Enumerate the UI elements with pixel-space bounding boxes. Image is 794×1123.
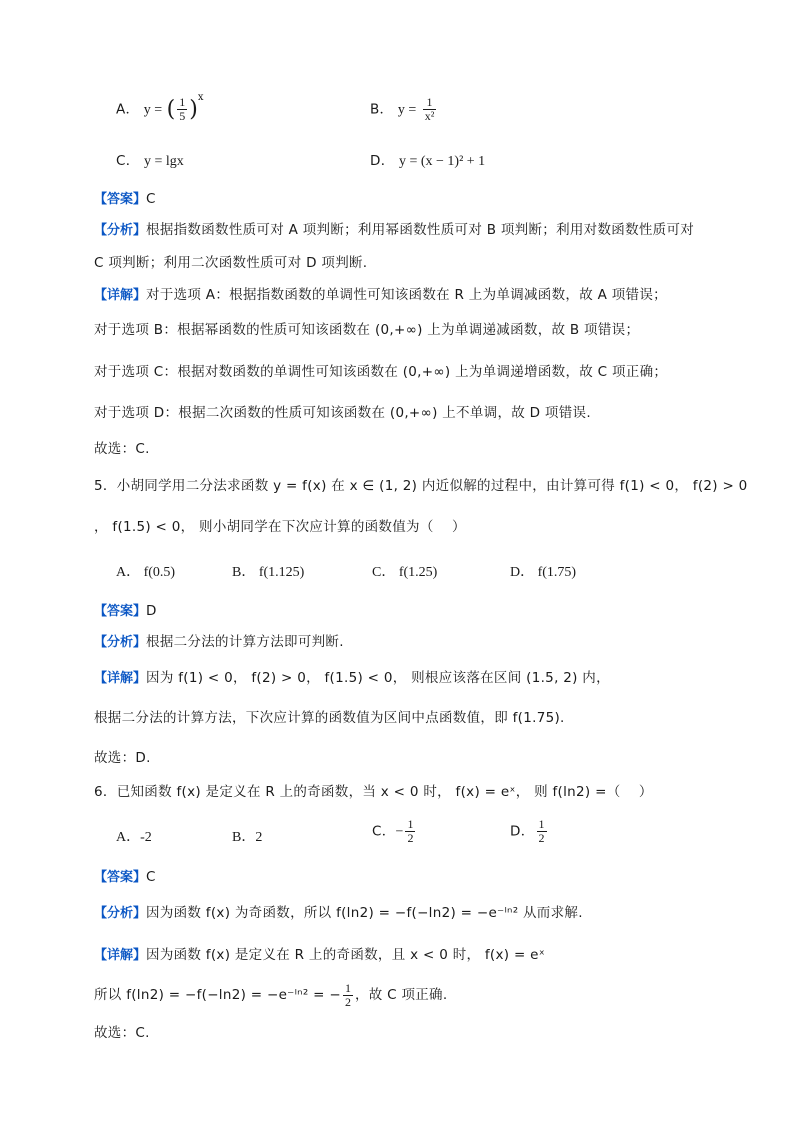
q4-option-d: D． y = (x − 1)² + 1 (370, 153, 486, 169)
q5-detail-b: 根据二分法的计算方法，下次应计算的函数值为区间中点函数值，即 f(1.75). (94, 710, 565, 726)
q4-conclusion: 故选：C. (94, 441, 150, 457)
q6-answer: 【答案】C (94, 869, 156, 885)
q5-option-a: A． f(0.5) (116, 565, 176, 580)
q5-answer: 【答案】D (94, 603, 157, 619)
q6-conclusion: 故选：C. (94, 1025, 150, 1041)
q5-analysis: 【分析】根据二分法的计算方法即可判断. (94, 634, 344, 650)
left-paren: ( (166, 97, 176, 122)
q4-option-a: A． y = ( $\frac{1}{5}$ )$^x$ (116, 91, 204, 123)
q5-option-c: C． f(1.25) (372, 565, 438, 580)
q5-option-d: D． f(1.75) (510, 565, 577, 580)
q6-analysis: 【分析】因为函数 f(x) 为奇函数，所以 f(ln2) = −f(−ln2) = −e⁻ˡⁿ² 从而求解. (94, 905, 583, 921)
q5-stem: 5．小胡同学用二分法求函数 y = f(x) 在 x ∈ (1, 2) 内近似解的过程中，由计算可得 f(1) < 0， f(2) > 0 (94, 478, 748, 494)
q5-stem-cont: ， f(1.5) < 0， 则小胡同学在下次应计算的函数值为（ ） (94, 519, 466, 535)
q6-detail: 【详解】因为函数 f(x) 是定义在 R 上的奇函数，且 x < 0 时， f(x) = eˣ (94, 947, 546, 963)
q4-option-b: B． y = $\frac{1}{\text{x²}}$ (370, 95, 435, 123)
right-paren: ) (189, 97, 198, 122)
q6-option-a: A．-2 (116, 830, 152, 845)
q5-option-b: B． f(1.125) (232, 565, 305, 580)
q6-stem: 6．已知函数 f(x) 是定义在 R 上的奇函数，当 x < 0 时， f(x) = eˣ， 则 f(ln2) =（ ） (94, 784, 653, 800)
q6-d-fraction: $\frac{1}{2}$ (538, 817, 545, 845)
q4-detail-d: 对于选项 D：根据二次函数的性质可知该函数在 (0,+∞) 上不单调，故 D 项错误. (94, 405, 591, 421)
q6-detail-fraction: $\frac{1}{2}$ (344, 980, 351, 1009)
q6-option-b: B．2 (232, 830, 263, 845)
q4-analysis-cont: C 项判断；利用二次函数性质可对 D 项判断. (94, 255, 368, 271)
q4-b-fraction: $\frac{1}{\text{x²}}$ (424, 95, 435, 123)
q4-analysis: 【分析】根据指数函数性质可对 A 项判断；利用幂函数性质可对 B 项判断；利用对数函数性质可对 (94, 222, 695, 238)
q4-option-c: C． y = lgx (116, 153, 184, 169)
q4-detail-c: 对于选项 C：根据对数函数的单调性可知该函数在 (0,+∞) 上为单调递增函数，故 C 项正确； (94, 364, 668, 380)
q4-detail-b: 对于选项 B：根据幂函数的性质可知该函数在 (0,+∞) 上为单调递减函数，故 B 项错误； (94, 322, 640, 338)
q4-a-fraction: $\frac{1}{5}$ (179, 95, 186, 123)
q6-c-fraction: $\frac{1}{2}$ (407, 817, 414, 845)
q4-detail: 【详解】对于选项 A：根据指数函数的单调性可知该函数在 R 上为单调减函数，故 A 项错误； (94, 287, 667, 303)
q5-conclusion: 故选：D. (94, 750, 151, 766)
q4-answer: 【答案】C (94, 191, 156, 207)
q6-option-d: D． $\frac{1}{2}$ (510, 817, 545, 845)
q6-option-c: C．− $\frac{1}{2}$ (372, 817, 414, 845)
q6-detail-b: 所以 f(ln2) = −f(−ln2) = −e⁻ˡⁿ² = − $\frac{1}{2}$ ，故 C 项正确. (94, 980, 448, 1009)
q5-detail: 【详解】因为 f(1) < 0， f(2) > 0， f(1.5) < 0， 则根应该落在区间 (1.5, 2) 内， (94, 670, 610, 686)
